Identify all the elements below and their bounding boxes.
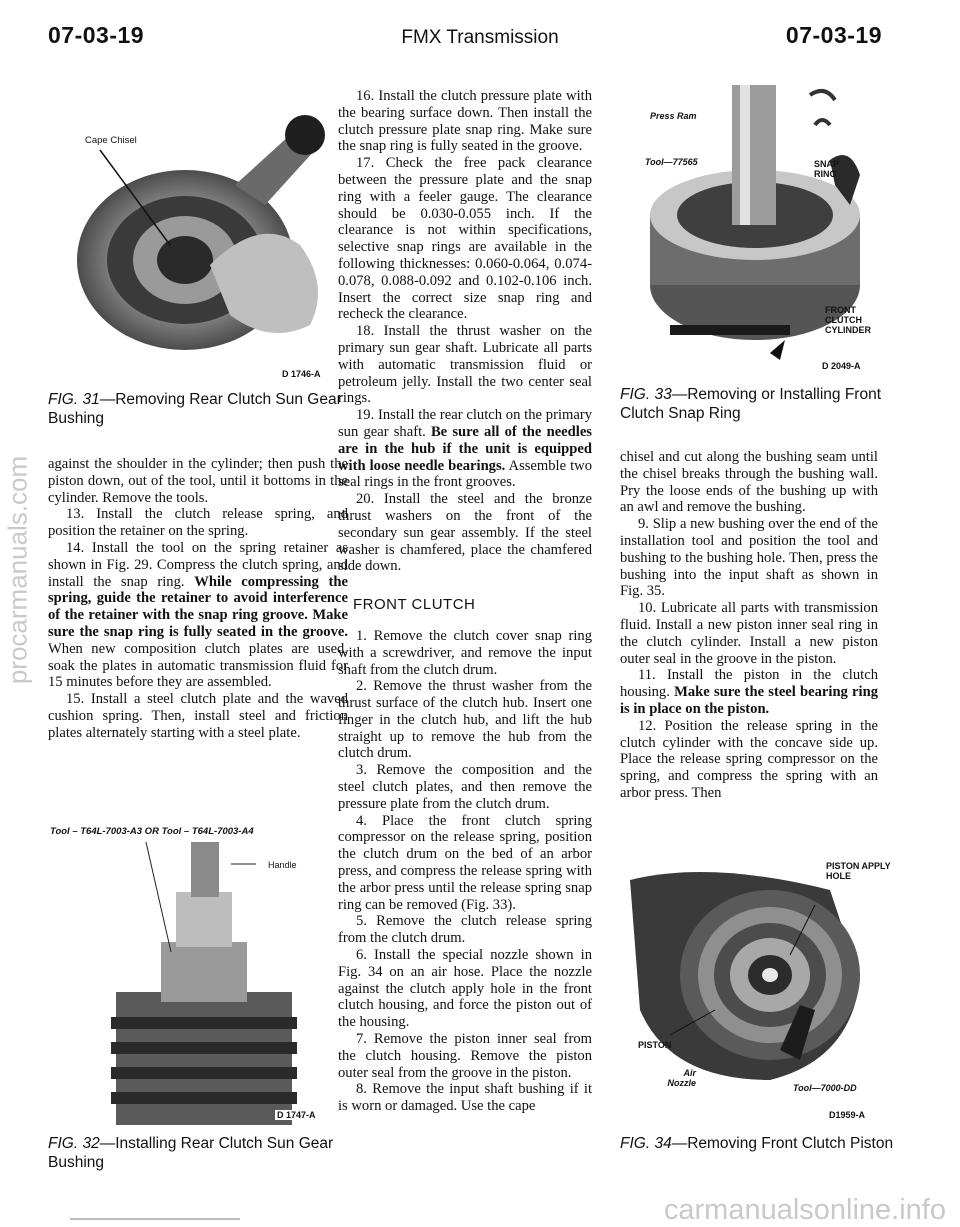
- side-watermark-text: procarmanuals.com: [2, 455, 33, 685]
- column-2-text: [338, 88, 592, 1115]
- fig34-caption-text: —Removing Front Clutch Piston: [671, 1135, 894, 1152]
- col3-step-12: 12. Position the release spring in the clutch cylinder with the concave side up. Place the release spring compressor on the spring, and compress the spring with an arbor press. Then: [620, 717, 878, 801]
- fig34-piston-label: PISTON: [638, 1040, 672, 1050]
- section-heading-front-clutch: FRONT CLUTCH: [353, 596, 476, 614]
- side-watermark: [4, 290, 32, 850]
- fig31-caption: [48, 390, 348, 428]
- fig32-caption-text: —Installing Rear Clutch Sun Gear Bushing: [48, 1135, 334, 1171]
- fig31-caption-number: FIG. 31: [48, 391, 100, 408]
- col1-step-15: 15. Install a steel clutch plate and the waved cushion spring. Then, install steel and friction plates alternately starting with a steel plate.: [48, 691, 348, 741]
- fig34-tool-label: Tool—7000-DD: [793, 1083, 857, 1093]
- fig34-caption: [620, 1134, 900, 1153]
- fig32-caption-number: FIG. 32: [48, 1135, 100, 1152]
- page-number-right: 07-03-19: [785, 22, 882, 48]
- fig34-air-nozzle-label: Air Nozzle: [667, 1068, 696, 1088]
- fig33-caption: [620, 385, 905, 423]
- col2-fc-step-3: 3. Remove the composition and the steel clutch plates, and then remove the pressure plate from the clutch drum.: [338, 762, 592, 812]
- col2-fc-step-4: 4. Place the front clutch spring compressor on the release spring, position the clutch drum on the bed of an arbor press, and compress the release spring with the arbor press until the release spring snap ring can be removed (Fig. 33).: [338, 812, 592, 913]
- fig34-code: D1959-A: [829, 1110, 866, 1120]
- col2-step-17: 17. Check the free pack clearance between the pressure plate and the snap ring with a feeler gauge. The clearance should be 0.030-0.055 inch. If the clearance is not within specifications, selective snap rings are available in the following thicknesses: 0.060-0.064, 0.074-0.078, 0.088-0.092 and 0.102-0.106 inch. Insert the correct size snap ring and recheck the clearance.: [338, 155, 592, 323]
- col1-paragraph-continued: against the shoulder in the cylinder; then push the piston down, out of the tool, until it bottoms in the cylinder. Remove the tools.: [48, 456, 348, 506]
- fig31-caption-text: —Removing Rear Clutch Sun Gear Bushing: [48, 391, 342, 427]
- col2-step-19: 19. Install the rear clutch on the primary sun gear shaft. Be sure all of the needles are in the hub if the unit is equipped with loose needle bearings. Assemble two seal rings in the front grooves.: [338, 407, 592, 491]
- fig32-code: D 1747-A: [277, 1110, 316, 1120]
- col2-fc-step-5: 5. Remove the clutch release spring from the clutch drum.: [338, 913, 592, 947]
- fig32-handle-label: Handle: [268, 860, 297, 870]
- fig32-tool-label: Tool – T64L-7003-A3 OR Tool – T64L-7003-A4: [50, 826, 254, 837]
- fig33-front-clutch-label: FRONT CLUTCH CYLINDER: [825, 305, 872, 335]
- col1-step-13: 13. Install the clutch release spring, and position the retainer on the spring.: [48, 506, 348, 540]
- col2-fc-step-7: 7. Remove the piston inner seal from the clutch housing. Remove the piston outer seal from the groove in the piston.: [338, 1031, 592, 1081]
- figure-32-photo: [106, 842, 302, 1125]
- bottom-rule: [70, 1218, 240, 1220]
- col2-fc-step-1: 1. Remove the clutch cover snap ring with a screwdriver, and remove the input shaft from the clutch drum.: [338, 627, 592, 678]
- bottom-watermark: carmanualsonline.info: [663, 1194, 946, 1226]
- col2-step-16: 16. Install the clutch pressure plate with the bearing surface down. Then install the clutch pressure plate snap ring. Make sure the snap ring is fully seated in the groove.: [338, 88, 592, 155]
- fig31-cape-chisel-label: Cape Chisel: [85, 135, 137, 146]
- page-number-left: 07-03-19: [48, 22, 145, 48]
- col2-fc-step-2: 2. Remove the thrust washer from the thrust surface of the clutch hub. Insert one finger in the clutch hub, and lift the hub straight up to remove the hub from the clutch drum.: [338, 678, 592, 762]
- running-title: FMX Transmission: [401, 27, 559, 48]
- fig33-caption-number: FIG. 33: [620, 386, 672, 403]
- col1-step-14: 14. Install the tool on the spring retainer as shown in Fig. 29. Compress the clutch spring, and install the snap ring. While compressing the spring, guide the retainer to avoid interference of the retainer with the snap ring groove. Make sure the snap ring is fully seated in the groove. When new composition clutch plates are used, soak the plates in automatic transmission fluid for 15 minutes before they are assembled.: [48, 539, 348, 691]
- col2-fc-step-6: 6. Install the special nozzle shown in Fig. 34 on an air hose. Place the nozzle against the clutch apply hole in the front clutch housing, and force the piston out of the housing.: [338, 947, 592, 1031]
- col2-step-20: 20. Install the steel and the bronze thrust washers on the front of the secondary sun gear assembly. If the steel washer is chamfered, place the chamfered side down.: [338, 491, 592, 575]
- fig33-press-ram-label: Press Ram: [650, 111, 697, 121]
- fig33-code: D 2049-A: [822, 361, 861, 371]
- column-1-text: [48, 456, 348, 742]
- col2-step-18: 18. Install the thrust washer on the primary sun gear shaft. Lubricate all parts with automatic transmission fluid or petroleum jelly. Install the two center seal rings.: [338, 323, 592, 407]
- fig33-snap-ring-label: SNAP RING: [814, 159, 839, 179]
- col3-step-10: 10. Lubricate all parts with transmission fluid. Install a new piston inner seal ring in the clutch cylinder. Install a new piston outer seal in the groove in the piston.: [620, 600, 878, 667]
- fig33-tool-label: Tool—77565: [645, 157, 698, 167]
- fig33-caption-text: —Removing or Installing Front Clutch Snap Ring: [620, 386, 882, 422]
- fig31-code: D 1746-A: [282, 369, 321, 379]
- col3-step-9: 9. Slip a new bushing over the end of the installation tool and position the tool and bushing to the bushing hole. Then, press the bushing into the input shaft as shown in Fig. 35.: [620, 516, 878, 600]
- col3-step-11: 11. Install the piston in the clutch housing. Make sure the steel bearing ring is in place on the piston.: [620, 667, 879, 717]
- fig34-piston-apply-label: PISTON APPLY HOLE: [826, 861, 891, 881]
- fig32-caption: [48, 1134, 348, 1172]
- fig34-caption-number: FIG. 34: [620, 1135, 672, 1152]
- col3-paragraph-continued: chisel and cut along the bushing seam until the chisel breaks through the bushing wall. Pry the loose ends of the bushing up with an awl and remove the bushing.: [620, 449, 878, 516]
- col2-fc-step-8: 8. Remove the input shaft bushing if it is worn or damaged. Use the cape: [338, 1081, 592, 1115]
- column-3-text: [620, 449, 878, 802]
- figure-34-photo: [630, 860, 885, 1085]
